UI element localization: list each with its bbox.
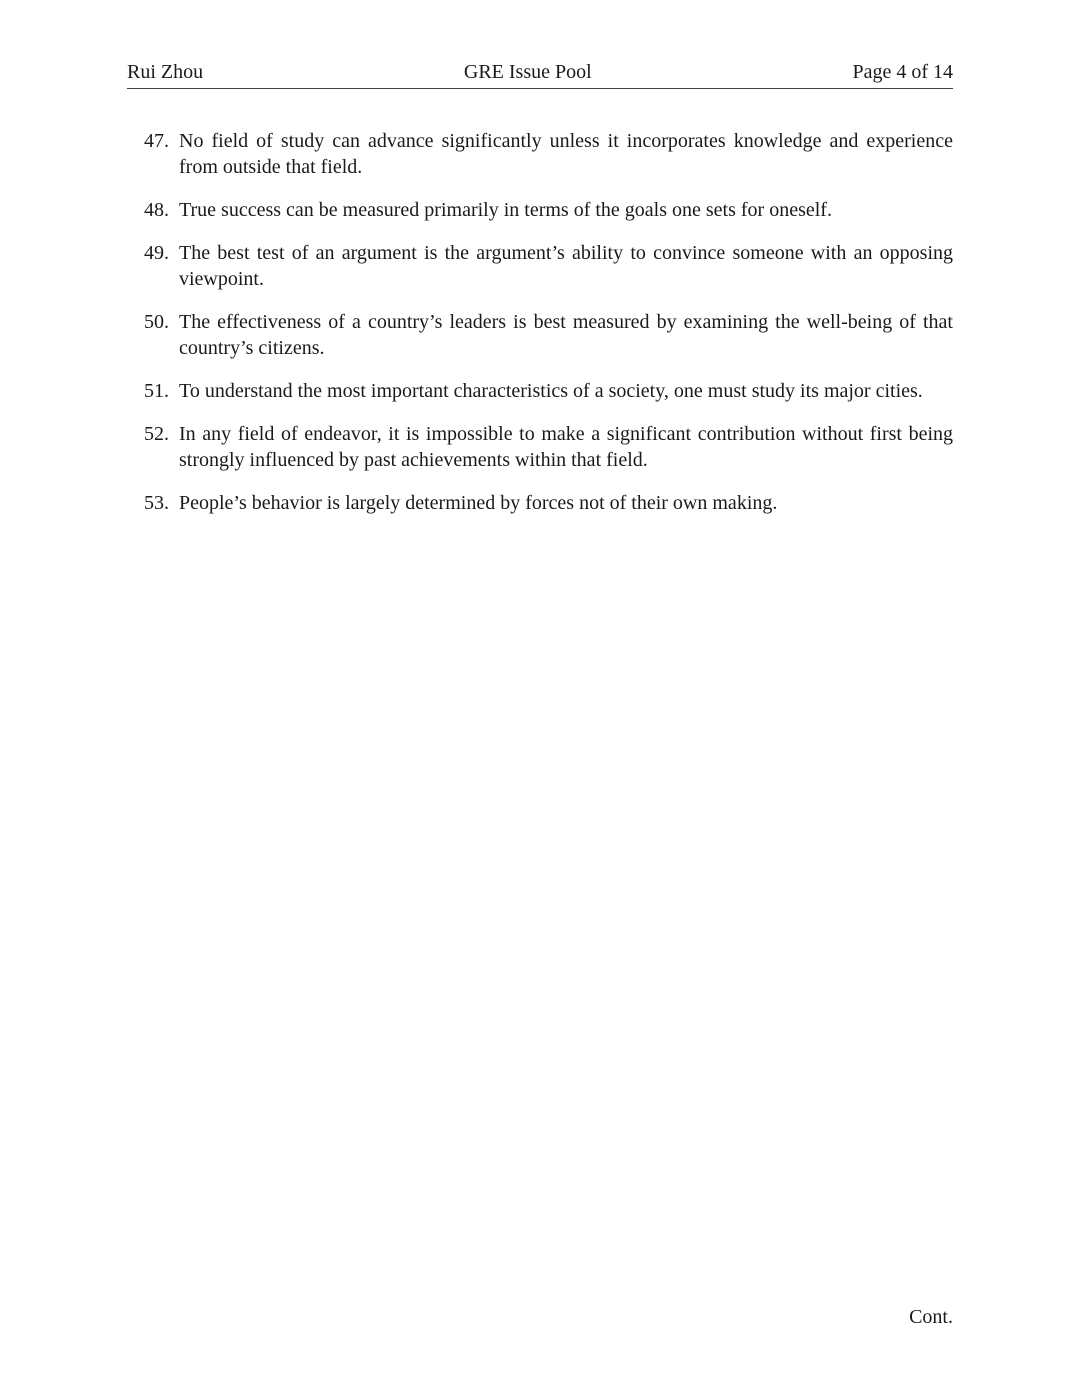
header-author: Rui Zhou xyxy=(127,61,204,83)
item-text: In any field of endeavor, it is impossible to make a significant contribution without first being strongly influenced by past achievements within that field. xyxy=(179,423,953,471)
item-number: 49. xyxy=(144,242,169,264)
item-number: 51. xyxy=(144,380,169,402)
item-text: To understand the most important characteristics of a society, one must study its major cities. xyxy=(179,380,923,402)
header-title: GRE Issue Pool xyxy=(463,61,592,83)
continuation-note: Cont. xyxy=(909,1306,953,1328)
list-item xyxy=(127,490,953,516)
item-text: People’s behavior is largely determined by forces not of their own making. xyxy=(179,492,778,514)
list-item xyxy=(127,128,953,180)
item-number: 48. xyxy=(144,199,169,221)
list-item xyxy=(127,240,953,292)
list-item xyxy=(127,197,953,223)
header-page-number: Page 4 of 14 xyxy=(852,61,953,83)
list-item xyxy=(127,309,953,361)
item-text: The best test of an argument is the argument’s ability to convince someone with an opposing viewpoint. xyxy=(179,242,953,290)
list-item xyxy=(127,378,953,404)
item-number: 52. xyxy=(144,423,169,445)
item-text: True success can be measured primarily in terms of the goals one sets for oneself. xyxy=(179,199,832,221)
issue-list xyxy=(127,128,953,533)
item-number: 50. xyxy=(144,311,169,333)
page-header xyxy=(127,60,953,89)
item-number: 47. xyxy=(144,130,169,152)
item-text: No field of study can advance significantly unless it incorporates knowledge and experience from outside that field. xyxy=(179,130,953,178)
list-item xyxy=(127,421,953,473)
item-text: The effectiveness of a country’s leaders is best measured by examining the well-being of that country’s citizens. xyxy=(179,311,953,359)
item-number: 53. xyxy=(144,492,169,514)
